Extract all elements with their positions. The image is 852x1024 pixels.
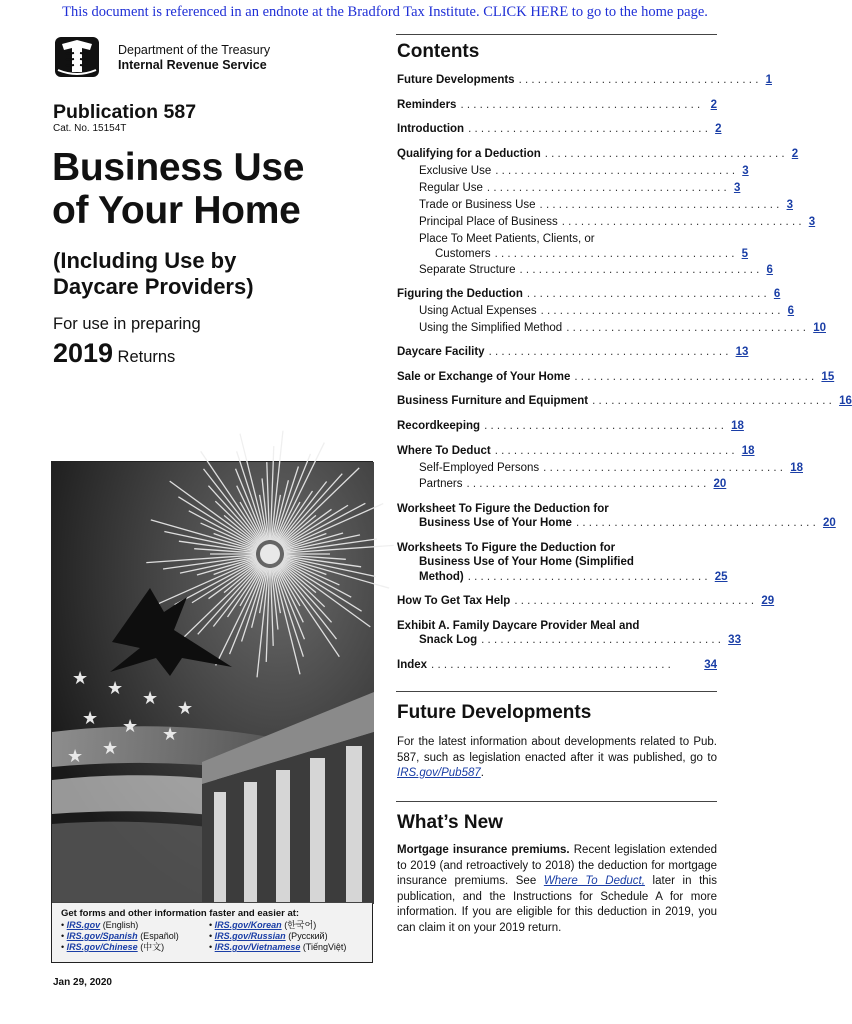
toc-page-link[interactable]: 25	[714, 571, 728, 583]
toc-entry-label: Exhibit A. Family Daycare Provider Meal and	[397, 620, 640, 632]
toc-subentry[interactable]: Partners ...................................... 20	[419, 478, 727, 490]
toc-page-link[interactable]: 5	[741, 248, 749, 260]
toc-subentry[interactable]: Principal Place of Business ...................................... 3	[419, 216, 816, 228]
svg-text:★: ★	[102, 738, 119, 758]
toc-subentry-label: Place To Meet Patients, Clients, or	[419, 233, 595, 245]
info-link-item: • IRS.gov (English)	[61, 920, 139, 930]
publication-number: Publication 587	[53, 101, 197, 123]
toc-page-link[interactable]: 15	[821, 371, 835, 383]
toc-page-link[interactable]: 6	[787, 305, 795, 317]
toc-subentry[interactable]: Self-Employed Persons ...................................... 18	[419, 462, 803, 474]
tax-year-line	[53, 338, 175, 369]
toc-entry[interactable]: Reminders ...................................... 2	[397, 99, 717, 111]
link-language: (中文)	[140, 942, 165, 952]
whats-new-text: Mortgage insurance premiums. Recent legislation extended to 2019 (and retroactively to 2018) the deduction for mortgage insurance premiums. See Where To Deduct, later in this publication, and the Instructions for Schedule A for more information. If you are eligible for this deduction in 2019, you can claim it on your 2019 return.	[397, 844, 717, 934]
svg-text:★: ★	[162, 724, 179, 744]
future-developments-heading: Future Developments	[397, 702, 592, 723]
toc-subentry[interactable]: Using Actual Expenses ...................................... 6	[419, 305, 795, 317]
toc-subentry[interactable]: Regular Use ...................................... 3	[419, 182, 741, 194]
irs-gov-english-link[interactable]: IRS.gov	[66, 920, 101, 930]
toc-page-link[interactable]: 18	[790, 462, 803, 474]
toc-entry[interactable]: Index ...................................... 34	[397, 659, 717, 671]
toc-page-link[interactable]: 3	[808, 216, 816, 228]
toc-entry[interactable]: How To Get Tax Help ...................................... 29	[397, 595, 775, 607]
link-language: (English)	[102, 920, 139, 930]
for-use-text: For use in preparing	[53, 315, 201, 333]
toc-entry[interactable]: Daycare Facility ...................................... 13	[397, 346, 749, 358]
cover-illustration	[51, 461, 373, 963]
toc-page-link[interactable]: 33	[728, 634, 741, 646]
link-language: (Español)	[140, 931, 179, 941]
info-link-item: • IRS.gov/Chinese (中文)	[61, 942, 165, 952]
toc-entry-label: Business Use of Your Home (Simplified	[419, 556, 634, 568]
title-line-2: of Your Home	[52, 189, 301, 232]
toc-entry-label: Worksheets To Figure the Deduction for	[397, 542, 616, 554]
agency-department: Department of the Treasury	[118, 43, 271, 57]
toc-subentry[interactable]: Separate Structure ...................................... 6	[419, 264, 773, 276]
toc-page-link[interactable]: 10	[813, 322, 826, 334]
info-link-item: • IRS.gov/Korean (한국어)	[209, 920, 317, 930]
toc-entry[interactable]: Qualifying for a Deduction ...................................... 2	[397, 148, 799, 160]
pub587-link[interactable]: IRS.gov/Pub587	[397, 767, 481, 779]
tax-year: 2019	[53, 338, 114, 368]
toc-page-link[interactable]: 2	[710, 99, 717, 111]
where-to-deduct-link[interactable]: Where To Deduct,	[543, 875, 645, 887]
toc-entry[interactable]: Snack Log ...................................... 33	[419, 634, 741, 646]
irs-gov-vietnamese-link[interactable]: IRS.gov/Vietnamese	[214, 942, 301, 952]
svg-text:★: ★	[82, 708, 99, 728]
toc-page-link[interactable]: 18	[741, 445, 755, 457]
link-language: (Русский)	[288, 931, 328, 941]
divider	[396, 34, 717, 35]
whats-new-heading: What’s New	[397, 812, 503, 833]
irs-gov-spanish-link[interactable]: IRS.gov/Spanish	[66, 931, 138, 941]
title-line-1: Business Use	[52, 146, 305, 189]
svg-text:★: ★	[122, 716, 139, 736]
toc-page-link[interactable]: 16	[839, 395, 852, 407]
toc-subentry[interactable]: Trade or Business Use ...................................... 3	[419, 199, 793, 211]
divider	[396, 801, 717, 802]
toc-entry[interactable]: Recordkeeping ...................................... 18	[397, 420, 744, 432]
info-link-item: • IRS.gov/Spanish (Español)	[61, 931, 179, 941]
toc-page-link[interactable]: 3	[742, 165, 749, 177]
toc-page-link[interactable]: 20	[822, 517, 836, 529]
svg-text:★: ★	[177, 698, 194, 718]
irs-gov-chinese-link[interactable]: IRS.gov/Chinese	[66, 942, 138, 952]
toc-page-link[interactable]: 20	[713, 478, 727, 490]
toc-entry-label: Worksheet To Figure the Deduction for	[397, 503, 609, 515]
irs-gov-korean-link[interactable]: IRS.gov/Korean	[214, 920, 282, 930]
toc-entry[interactable]: Method) ...................................... 25	[419, 571, 728, 583]
toc-entry[interactable]: Business Use of Your Home ...................................... 20	[419, 517, 836, 529]
toc-page-link[interactable]: 3	[733, 182, 741, 194]
info-link-item: • IRS.gov/Russian (Русский)	[209, 931, 328, 941]
toc-entry[interactable]: Future Developments ...................................... 1	[397, 74, 772, 86]
toc-page-link[interactable]: 13	[735, 346, 749, 358]
toc-entry[interactable]: Figuring the Deduction ...................................... 6	[397, 288, 781, 300]
mortgage-insurance-lead: Mortgage insurance premiums.	[397, 844, 570, 856]
catalog-number: Cat. No. 15154T	[53, 123, 127, 134]
agency-irs: Internal Revenue Service	[118, 58, 267, 72]
toc-page-link[interactable]: 29	[761, 595, 775, 607]
document-title	[52, 146, 304, 232]
toc-subentry[interactable]: Customers ...................................... 5	[435, 248, 749, 260]
info-box-title: Get forms and other information faster and easier at:	[61, 908, 300, 919]
svg-text:★: ★	[142, 688, 159, 708]
irs-eagle-logo-icon	[52, 34, 102, 80]
divider	[396, 691, 717, 692]
toc-subentry[interactable]: Using the Simplified Method ...................................... 10	[419, 322, 826, 334]
toc-page-link[interactable]: 3	[786, 199, 793, 211]
toc-entry[interactable]: Introduction ...................................... 2	[397, 123, 722, 135]
future-developments-text: For the latest information about developments related to Pub. 587, such as legislation enacted after it was published, go to IRS.gov/Pub587.	[397, 736, 717, 779]
svg-text:★: ★	[67, 746, 84, 766]
info-link-item: • IRS.gov/Vietnamese (TiếngViệt)	[209, 942, 347, 952]
get-forms-info-box	[52, 902, 372, 962]
contents-heading: Contents	[397, 41, 480, 62]
document-subtitle	[53, 248, 254, 300]
bradford-home-link[interactable]: This document is referenced in an endnote at the Bradford Tax Institute. CLICK HERE to go to the home page.	[62, 4, 708, 20]
link-language: (한국어)	[284, 920, 317, 930]
agency-name	[118, 43, 270, 73]
toc-page-link[interactable]: 1	[765, 74, 772, 86]
toc-page-link[interactable]: 2	[715, 123, 722, 135]
toc-page-link[interactable]: 2	[791, 148, 799, 160]
revision-date: Jan 29, 2020	[53, 977, 112, 988]
svg-text:★: ★	[107, 678, 124, 698]
toc-page-link[interactable]: 6	[773, 288, 781, 300]
toc-page-link[interactable]: 18	[731, 420, 744, 432]
toc-entry[interactable]: Business Furniture and Equipment ...................................... 16	[397, 395, 852, 407]
subtitle-line-2: Daycare Providers)	[53, 274, 254, 299]
toc-page-link[interactable]: 6	[766, 264, 773, 276]
subtitle-line-1: (Including Use by	[53, 248, 237, 273]
svg-text:★: ★	[72, 668, 89, 688]
toc-subentry[interactable]: Exclusive Use ...................................... 3	[419, 165, 749, 177]
toc-entry[interactable]: Where To Deduct ...................................... 18	[397, 445, 755, 457]
toc-page-link[interactable]: 34	[704, 659, 717, 671]
fireworks-eagle-flag-image	[52, 462, 374, 904]
irs-gov-russian-link[interactable]: IRS.gov/Russian	[214, 931, 286, 941]
returns-label: Returns	[117, 348, 176, 366]
toc-entry[interactable]: Sale or Exchange of Your Home ...................................... 15	[397, 371, 835, 383]
link-language: (TiếngViệt)	[302, 942, 347, 952]
